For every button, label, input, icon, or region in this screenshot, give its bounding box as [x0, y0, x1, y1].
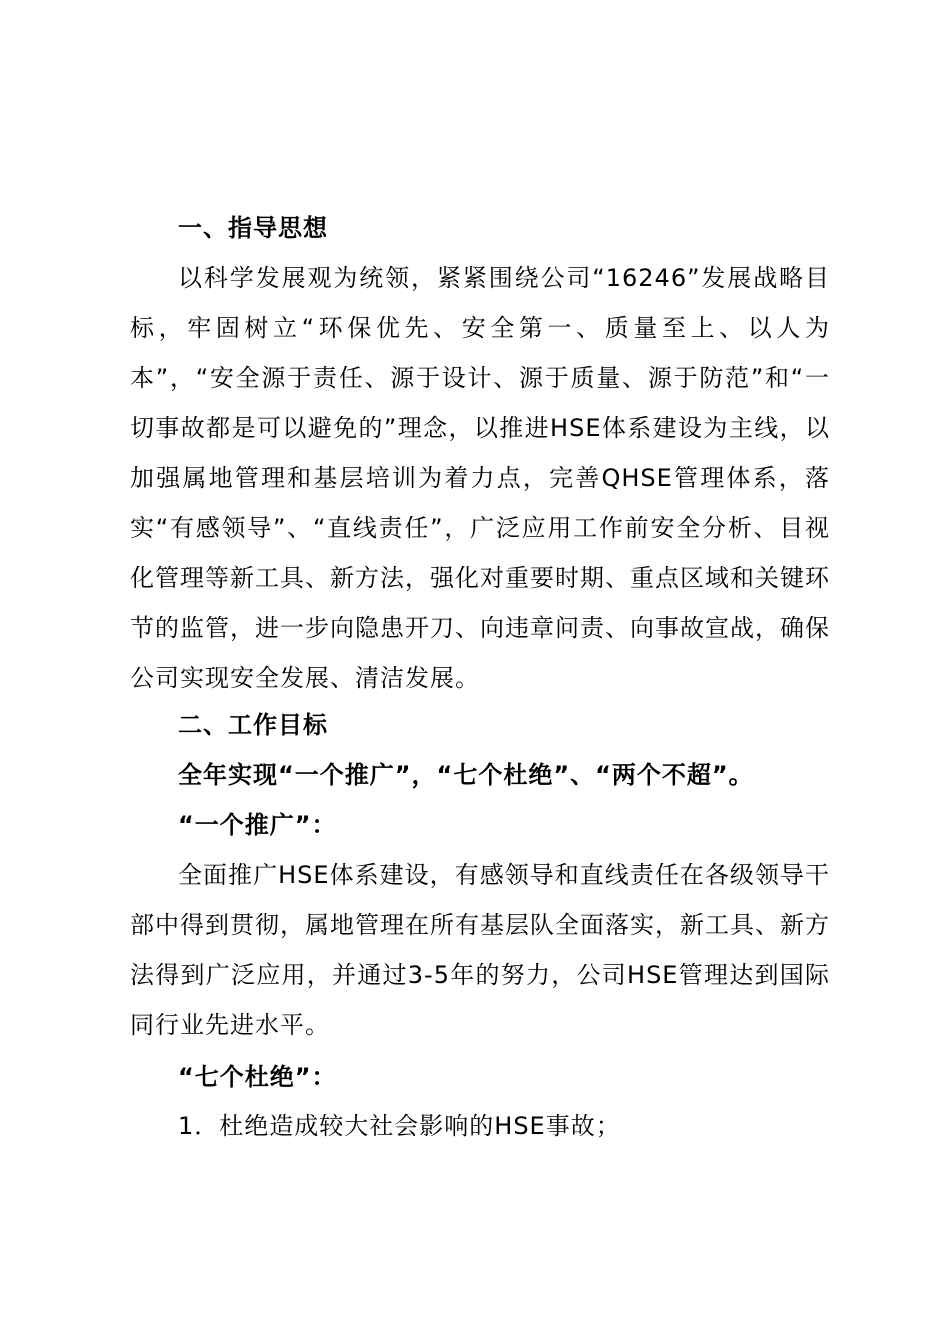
work-goals-summary: 全年实现“一个推广”，“七个杜绝”、“两个不超”。 — [178, 761, 754, 789]
section-heading-guiding-ideology: 一、指导思想 — [178, 214, 328, 242]
seven-eliminations-item-1: 1．杜绝造成较大社会影响的HSE事故； — [178, 1112, 621, 1140]
guiding-ideology-paragraph: 以科学发展观为统领，紧紧围绕公司“16246”发展战略目标，牢固树立“环保优先、安全第一、质量至上、以人为本”，“安全源于责任、源于设计、源于质量、源于防范”和“一切事故都是可以避免的”理念，以推进HSE体系建设为主线，以加强属地管理和基层培训为着力点，完善QHSE管理体系，落实“有感领导”、“直线责任”，广泛应用工作前安全分析、目视化管理等新工具、新方法，强化对重要时期、重点区域和关键环节的监管，进一步向隐患开刀、向违章问责、向事故宣战，确保公司实现安全发展、清洁发展。 — [130, 264, 830, 692]
section-heading-work-goals: 二、工作目标 — [178, 711, 328, 739]
one-promotion-paragraph: 全面推广HSE体系建设，有感领导和直线责任在各级领导干部中得到贯彻，属地管理在所有基层队全面落实，新工具、新方法得到广泛应用，并通过3-5年的努力，公司HSE管理达到国际同行业先进水平。 — [130, 861, 830, 1039]
one-promotion-heading: “一个推广”： — [178, 811, 337, 839]
seven-eliminations-heading: “七个杜绝”： — [178, 1063, 337, 1091]
